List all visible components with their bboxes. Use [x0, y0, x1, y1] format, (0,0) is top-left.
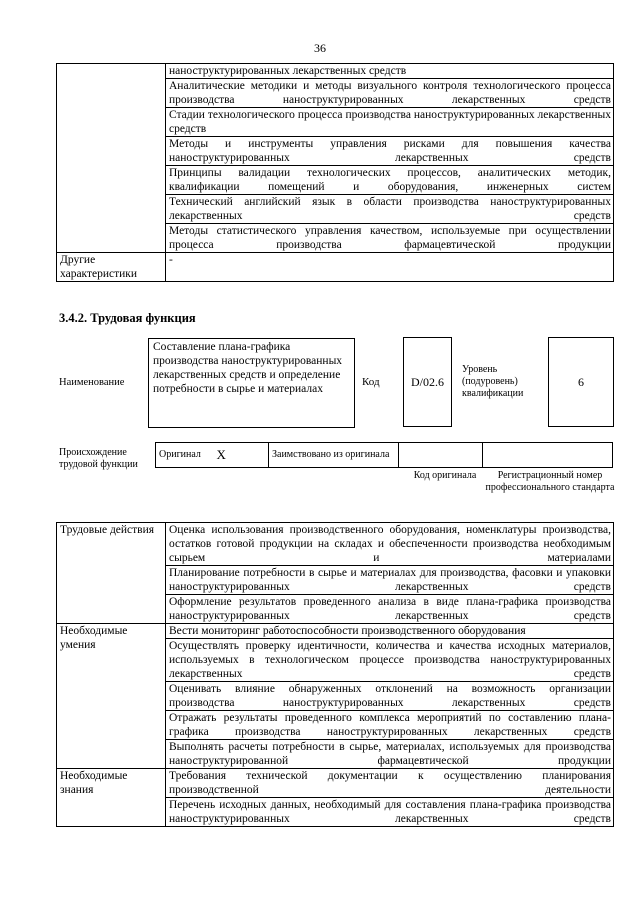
function-code-box: D/02.6 — [403, 337, 452, 427]
page-number: 36 — [314, 41, 326, 55]
table-row — [57, 64, 614, 79]
skill-item: Выполнять расчеты потребности в сырье, материалах, используемых для производства наноструктурированной фармацевтической продукции — [166, 740, 614, 769]
skill-item: Вести мониторинг работоспособности производственного оборудования — [166, 624, 614, 639]
knowledge-item: Методы и инструменты управления рисками для повышения качества наноструктурированных лекарственных средств — [166, 137, 614, 166]
code-label: Код — [362, 376, 380, 388]
qualification-level-box: 6 — [548, 337, 614, 427]
original-label: Оригинал — [156, 443, 214, 468]
table-row — [57, 769, 614, 798]
registration-number-cell — [483, 443, 613, 468]
table-row — [57, 624, 614, 639]
labor-action-item: Оценка использования производственного оборудования, номенклатуры производства, остатков готовой продукции на складах и обеспеченности производства необходимым сырьем и материалами — [166, 523, 614, 566]
name-label: Наименование — [59, 377, 125, 388]
skill-item: Оценивать влияние обнаруженных отклонений на возможность организации производства наноструктурированных лекарственных средств — [166, 682, 614, 711]
function-details-table — [56, 522, 614, 827]
knowledge-item: наноструктурированных лекарственных средств — [166, 64, 614, 79]
skill-item: Отражать результаты проведенного комплекса мероприятий по составлению плана-графика производства наноструктурированных лекарственных средств — [166, 711, 614, 740]
labor-action-item: Оформление результатов проведенного анализа в виде плана-графика производства наноструктурированных лекарственных средств — [166, 595, 614, 624]
function-name-box: Составление плана-графика производства наноструктурированных лекарственных средств и определение потребности в сырье и материалах — [148, 338, 355, 428]
level-label: Уровень (подуровень) квалификации — [462, 364, 524, 399]
knowledge-item: Стадии технологического процесса производства наноструктурированных лекарственных средств — [166, 108, 614, 137]
original-code-caption: Код оригинала — [413, 470, 477, 481]
registration-number-caption: Регистрационный номер профессионального стандарта — [485, 470, 615, 493]
row-label-other: Другие характеристики — [57, 253, 166, 282]
borrowed-label: Заимствовано из оригинала — [269, 443, 399, 468]
row-label — [57, 64, 166, 253]
labor-action-item: Планирование потребности в сырье и материалах для производства, фасовки и упаковки наноструктурированных лекарственных средств — [166, 566, 614, 595]
table-row — [57, 253, 614, 282]
section-title: 3.4.2. Трудовая функция — [59, 311, 196, 325]
group-label-actions: Трудовые действия — [57, 523, 166, 624]
original-code-cell — [399, 443, 483, 468]
knowledge-item: Перечень исходных данных, необходимый для составления плана-графика производства наноструктурированных лекарственных средств — [166, 798, 614, 827]
origin-label: Происхождение трудовой функции — [59, 447, 138, 470]
group-label-skills: Необходимые умения — [57, 624, 166, 769]
knowledge-item: Требования технической документации к осуществлению планирования производственной деятельности — [166, 769, 614, 798]
other-characteristics-value: - — [166, 253, 614, 282]
knowledge-item: Аналитические методики и методы визуального контроля технологического процесса производства наноструктурированных лекарственных средств — [166, 79, 614, 108]
table-row — [57, 523, 614, 566]
knowledge-item: Методы статистического управления качеством, используемые при осуществлении процесса производства фармацевтической продукции — [166, 224, 614, 253]
group-label-knowledge: Необходимые знания — [57, 769, 166, 827]
skill-item: Осуществлять проверку идентичности, количества и качества исходных материалов, используемых в технологическом процессе производства наноструктурированных лекарственных средств — [166, 639, 614, 682]
knowledge-item: Технический английский язык в области производства наноструктурированных лекарственных средств — [166, 195, 614, 224]
knowledge-continuation-table — [56, 63, 614, 282]
knowledge-item: Принципы валидации технологических процессов, аналитических методик, квалификации помещений и оборудования, инженерных систем — [166, 166, 614, 195]
original-mark: X — [214, 443, 269, 468]
origin-table — [155, 442, 613, 468]
